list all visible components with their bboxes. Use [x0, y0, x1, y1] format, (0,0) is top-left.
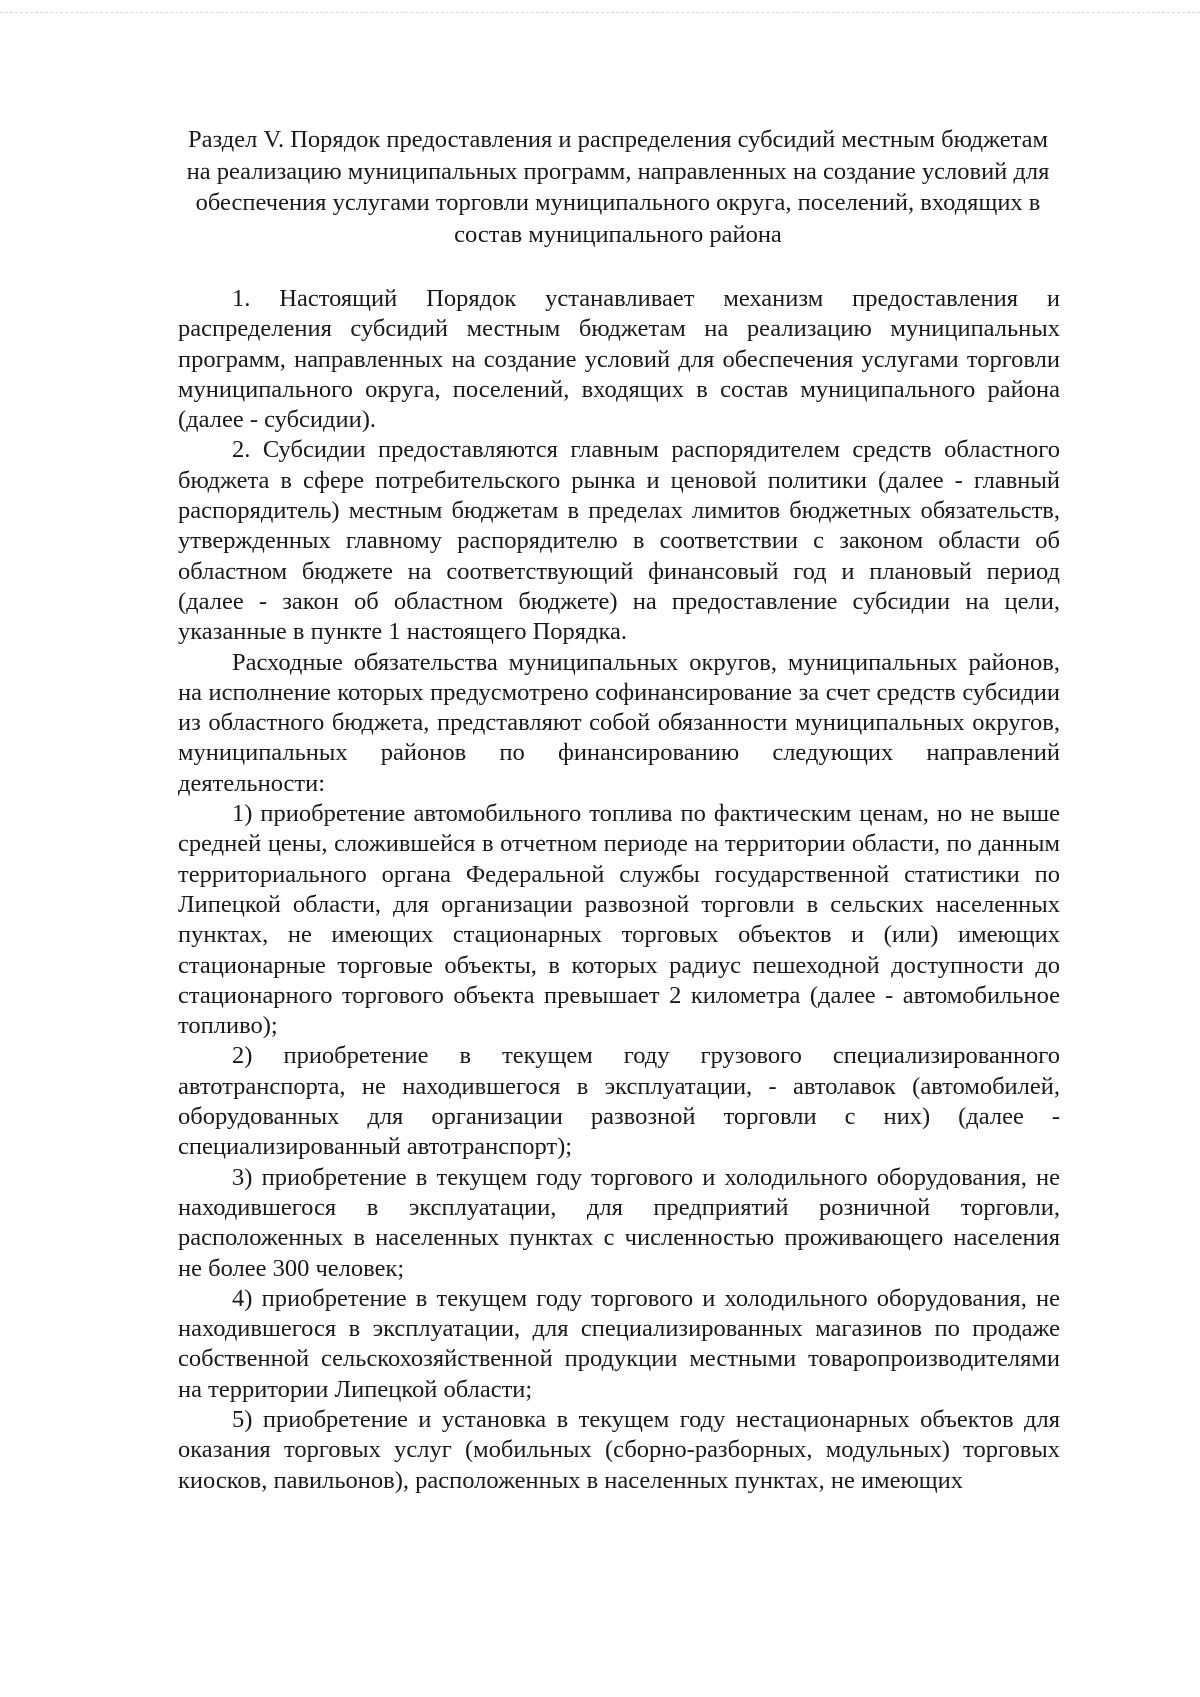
list-item-4: 4) приобретение в текущем году торгового и холодильного оборудования, не находившегося в эксплуатации, для специализированных магазинов по продаже собственной сельскохозяйственной продукции местными товаропроизводителями на территории Липецкой области;	[178, 1284, 1060, 1403]
paragraph-2: 2. Субсидии предоставляются главным распорядителем средств областного бюджета в сфере потребительского рынка и ценовой политики (далее - главный распорядитель) местным бюджетам в пределах лимитов бюджетных обязательств, утвержденных главному распорядителю в соответствии с законом области об областном бюджете на соответствующий финансовый год и плановый период (далее - закон об областном бюджете) на предоставление субсидии на цели, указанные в пункте 1 настоящего Порядка.	[178, 436, 1060, 646]
list-item-5: 5) приобретение и установка в текущем году нестационарных объектов для оказания торговых услуг (мобильных (сборно-разборных, модульных) торговых киосков, павильонов), расположенных в населенных пунктах, не имеющих	[178, 1405, 1060, 1494]
document-body	[178, 284, 1060, 1496]
section-title: Раздел V. Порядок предоставления и распределения субсидий местным бюджетам на реализацию муниципальных программ, направленных на создание условий для обеспечения услугами торговли муниципального округа, поселений, входящих в состав муниципального района	[186, 126, 1050, 248]
paragraph-expenses: Расходные обязательства муниципальных округов, муниципальных районов, на исполнение которых предусмотрено софинансирование за счет средств субсидии из областного бюджета, представляют собой обязанности муниципальных округов, муниципальных районов по финансированию следующих направлений деятельности:	[178, 648, 1060, 797]
list-item-2: 2) приобретение в текущем году грузового специализированного автотранспорта, не находившегося в эксплуатации, - автолавок (автомобилей, оборудованных для организации развозной торговли с них) (далее - специализированный автотранспорт);	[178, 1042, 1060, 1161]
list-item-3: 3) приобретение в текущем году торгового и холодильного оборудования, не находившегося в эксплуатации, для предприятий розничной торговли, расположенных в населенных пунктах с численностью проживающего населения не более 300 человек;	[178, 1163, 1060, 1282]
page-top-edge	[0, 12, 1200, 13]
list-item-1: 1) приобретение автомобильного топлива по фактическим ценам, но не выше средней цены, сложившейся в отчетном периоде на территории области, по данным территориального органа Федеральной службы государственной статистики по Липецкой области, для организации развозной торговли в сельских населенных пунктах, не имеющих стационарных торговых объектов и (или) имеющих стационарные торговые объекты, в которых радиус пешеходной доступности до стационарного торгового объекта превышает 2 километра (далее - автомобильное топливо);	[178, 800, 1060, 1040]
paragraph-1: 1. Настоящий Порядок устанавливает механизм предоставления и распределения субсидий местным бюджетам на реализацию муниципальных программ, направленных на создание условий для обеспечения услугами торговли муниципального округа, поселений, входящих в состав муниципального района (далее - субсидии).	[178, 285, 1060, 434]
